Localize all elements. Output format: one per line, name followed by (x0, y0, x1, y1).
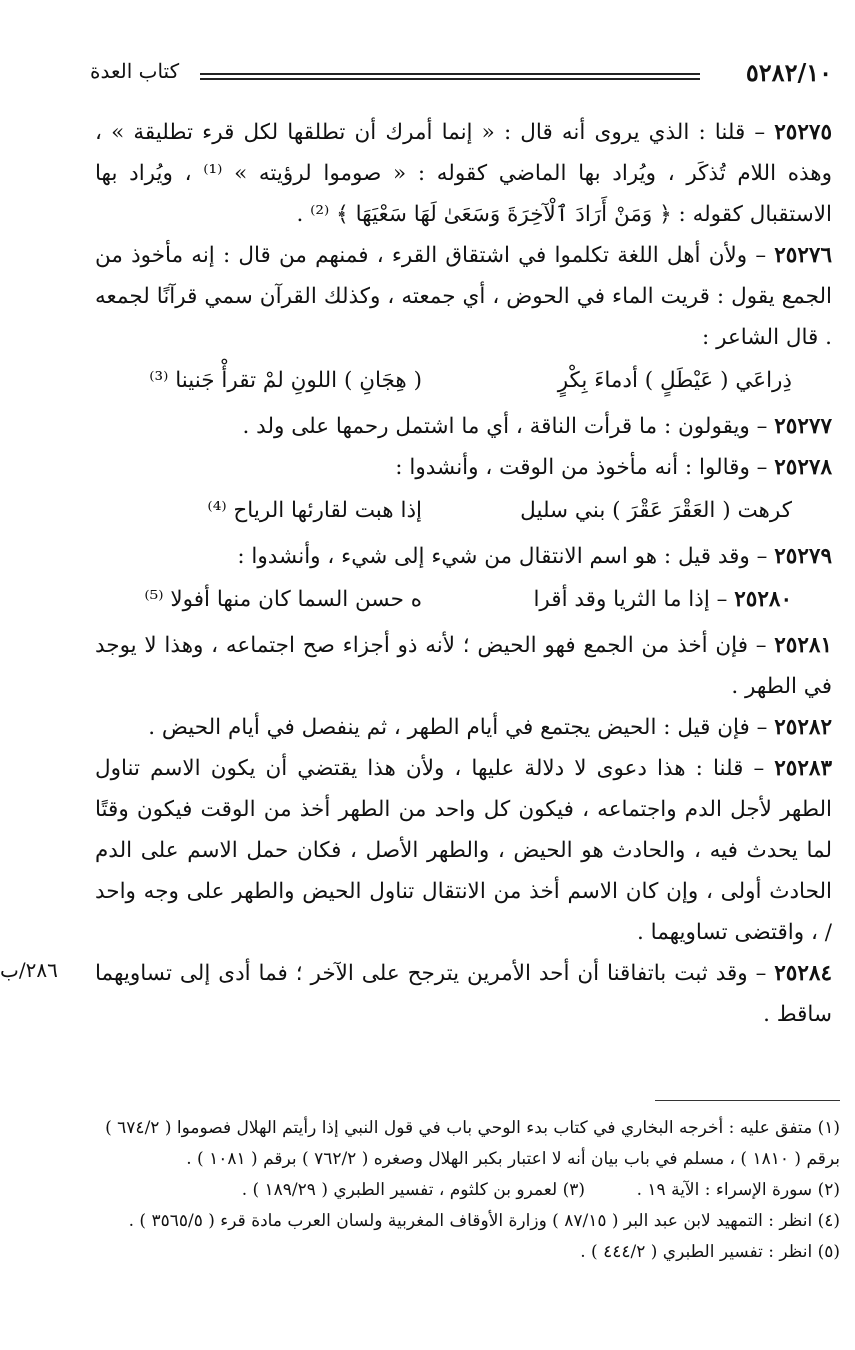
paragraph-number: ٢٥٢٧٥ (774, 120, 832, 145)
poetry-verse-2 (95, 490, 832, 534)
paragraph-25284 (95, 953, 832, 1035)
paragraph-25277 (95, 406, 832, 447)
paragraph-number: ٢٥٢٨٤ (774, 961, 832, 986)
footnote-2: (٢) سورة الإسراء : الآية ١٩ . (636, 1180, 840, 1200)
paragraph-number: ٢٥٢٨١ (774, 633, 832, 658)
verse-hemistich-first: ذِراعَي ( عَيْطَلٍ ) أدماءَ بِكْرٍ (557, 368, 792, 393)
footnotes (88, 1113, 840, 1268)
paragraph-number: ٢٥٢٧٨ (774, 455, 832, 480)
paragraph-text: – قلنا : الذي يروى أنه قال : « إنما أمرك أن تطلقها لكل قرء تطليقة » ، وهذه اللام تُذكَر ، ويُراد بها الماضي كقوله : « صوموا لرؤيته » ⁽¹⁾ ، ويُراد بها الاستقبال كقوله : ﴿ وَمَنْ أَرَادَ ٱلْآخِرَةَ وَسَعَىٰ لَهَا سَعْيَهَا ﴾ ⁽²⁾ . (95, 120, 832, 227)
paragraph-25283 (95, 748, 832, 953)
paragraph-text: – فإن أخذ من الجمع فهو الحيض ؛ لأنه ذو أجزاء صح اجتماعه ، وهذا لا يوجد في الطهر . (95, 633, 832, 699)
footnote-1-line-2: برقم ( ١٨١٠ ) ، مسلم في باب بيان أنه لا اعتبار بكبر الهلال وصغره ( ٧٦٢/٢ ) برقم ( ١٠٨١ ) . (186, 1149, 840, 1169)
paragraph-25282 (95, 707, 832, 748)
paragraph-25281 (95, 625, 832, 707)
poetry-verse-1 (95, 360, 832, 404)
paragraph-text: – فإن قيل : الحيض يجتمع في أيام الطهر ، ثم ينفصل في أيام الحيض . (148, 715, 775, 740)
footnote-3: (٣) لعمرو بن كلثوم ، تفسير الطبري ( ١٨٩/٢٩ ) . (241, 1180, 585, 1200)
verse-hemistich-second: ه حسن السما كان منها أفولا ⁽⁵⁾ (144, 587, 422, 612)
paragraph-number: ٢٥٢٧٧ (774, 414, 832, 439)
page-header (90, 58, 832, 92)
paragraph-text: – قلنا : هذا دعوى لا دلالة عليها ، ولأن هذا يقتضي أن يكون الاسم تناول الطهر لأجل الدم واجتماعه ، فيكون كل واحد من الطهر أخذ من الوقت فيكون وقتًا لما يحدث فيه ، والحادث هو الحيض ، والطهر الأصل ، فكان حمل الاسم على الدم الحادث أولى ، وإن كان الاسم أخذ من الانتقال تناول الحيض والطهر على وجه واحد / ، واقتضى تساويهما . (95, 756, 832, 945)
paragraph-text: – وقد ثبت باتفاقنا أن أحد الأمرين يترجح على الآخر ؛ فما أدى إلى تساويهما ساقط . (95, 961, 832, 1027)
verse-text: – إذا ما الثريا وقد أقرا (533, 587, 735, 612)
paragraph-number: ٢٥٢٧٩ (774, 544, 832, 569)
paragraph-text: – وقالوا : أنه مأخوذ من الوقت ، وأنشدوا : (395, 455, 775, 480)
paragraph-text: – ويقولون : ما قرأت الناقة ، أي ما اشتمل رحمها على ولد . (242, 414, 775, 439)
paragraph-25279 (95, 536, 832, 577)
verse-hemistich-first: كرهت ( العَقْرَ عَقْرَ ) بني سليل (520, 498, 792, 523)
footnote-divider (655, 1100, 840, 1101)
manuscript-folio-note: ٢٨٦/ب (0, 958, 58, 982)
paragraph-text: – ولأن أهل اللغة تكلموا في اشتقاق القرء ، فمنهم من قال : إنه مأخوذ من الجمع يقول : قريت الماء في الحوض ، أي جمعته ، وكذلك القرآن سمي قرآنًا لجمعه . قال الشاعر : (95, 243, 832, 350)
paragraph-number: ٢٥٢٨٢ (774, 715, 832, 740)
footnote-4: (٤) انظر : التمهيد لابن عبد البر ( ٨٧/١٥ ) وزارة الأوقاف المغربية ولسان العرب مادة قرء ( ٣٥٦٥/٥ ) . (128, 1211, 840, 1231)
header-rule (200, 73, 700, 80)
paragraph-number: ٢٥٢٨٠ (734, 587, 792, 612)
verse-hemistich-first (533, 579, 792, 620)
paragraph-number: ٢٥٢٨٣ (774, 756, 832, 781)
footnote-row-2-3 (88, 1175, 840, 1206)
poetry-verse-3 (95, 579, 832, 623)
paragraph-25278 (95, 447, 832, 488)
verse-hemistich-second: إذا هبت لقارئها الرياح ⁽⁴⁾ (207, 498, 422, 523)
paragraph-25275 (95, 112, 832, 235)
paragraph-25276 (95, 235, 832, 358)
book-title: كتاب العدة (90, 59, 180, 83)
footnote-5: (٥) انظر : تفسير الطبري ( ٤٤٤/٢ ) . (580, 1242, 840, 1262)
verse-hemistich-second: ( هِجَانِ ) اللونِ لمْ تقرأْ جَنينا ⁽³⁾ (149, 368, 422, 393)
page-number: ٥٢٨٢/١٠ (745, 58, 832, 87)
paragraph-number: ٢٥٢٧٦ (774, 243, 832, 268)
page-body (95, 112, 832, 1035)
paragraph-text: – وقد قيل : هو اسم الانتقال من شيء إلى شيء ، وأنشدوا : (237, 544, 775, 569)
footnote-1-line-1: (١) متفق عليه : أخرجه البخاري في كتاب بدء الوحي باب في قول النبي إذا رأيتم الهلال فصوموا ( ٦٧٤/٢ ) (105, 1118, 840, 1138)
